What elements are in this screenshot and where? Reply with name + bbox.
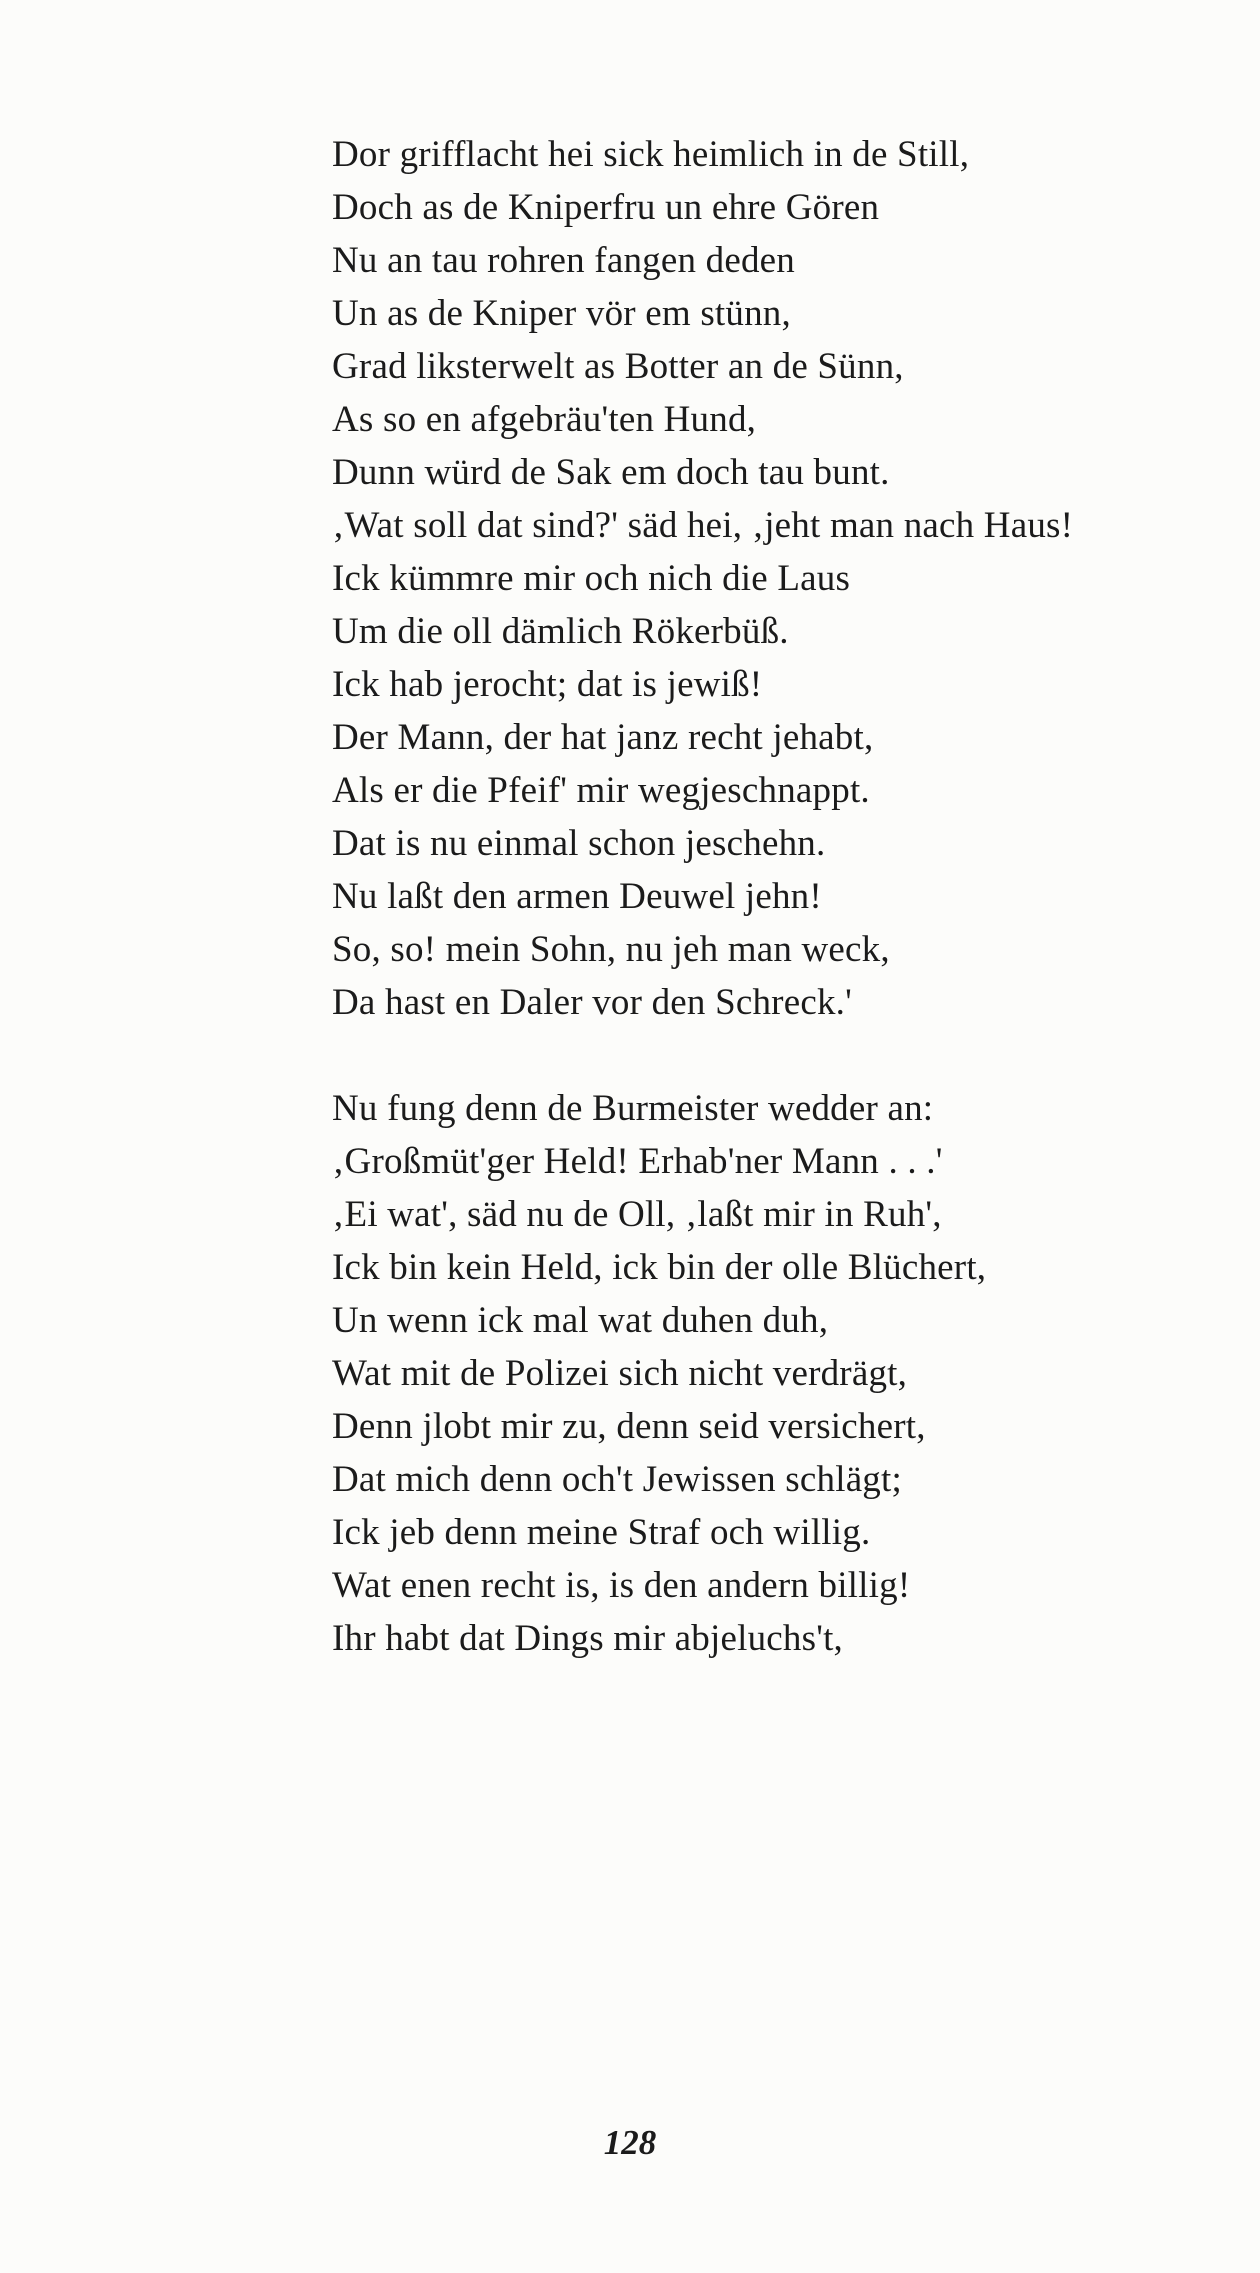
poem-text [332, 128, 1212, 1665]
poem-line: Ick kümmre mir och nich die Laus [332, 558, 851, 599]
poem-line: Wat mit de Polizei sich nicht verdrägt, [332, 1353, 908, 1394]
poem-line: Denn jlobt mir zu, denn seid versichert, [332, 1406, 926, 1447]
poem-line: Da hast en Daler vor den Schreck.' [332, 982, 852, 1023]
poem-line: ‚Ei wat', säd nu de Oll, ‚laßt mir in Ruh', [332, 1194, 942, 1235]
poem-line: Nu fung denn de Burmeister wedder an: [332, 1088, 934, 1129]
poem-line: Dat is nu einmal schon jeschehn. [332, 823, 826, 864]
poem-line: Dat mich denn och't Jewissen schlägt; [332, 1459, 902, 1500]
poem-line: ‚Wat soll dat sind?' säd hei, ‚jeht man nach Haus! [332, 505, 1074, 546]
poem-line: Um die oll dämlich Rökerbüß. [332, 611, 789, 652]
poem-line: Nu laßt den armen Deuwel jehn! [332, 876, 822, 917]
poem-line: Als er die Pfeif' mir wegjeschnappt. [332, 770, 870, 811]
stanza-1 [332, 128, 1212, 1029]
poem-line: Dor grifflacht hei sick heimlich in de Still, [332, 134, 970, 175]
poem-line: Ick bin kein Held, ick bin der olle Blüchert, [332, 1247, 987, 1288]
poem-line: Grad liksterwelt as Botter an de Sünn, [332, 346, 904, 387]
poem-line: Ihr habt dat Dings mir abjeluchs't, [332, 1618, 843, 1659]
poem-line: Wat enen recht is, is den andern billig! [332, 1565, 911, 1606]
poem-line: As so en afgebräu'ten Hund, [332, 399, 757, 440]
poem-line: Dunn würd de Sak em doch tau bunt. [332, 452, 890, 493]
poem-line: Nu an tau rohren fangen deden [332, 240, 795, 281]
poem-line: Un wenn ick mal wat duhen duh, [332, 1300, 829, 1341]
poem-line: Ick jeb denn meine Straf och willig. [332, 1512, 871, 1553]
stanza-2 [332, 1082, 1212, 1665]
poem-line: Der Mann, der hat janz recht jehabt, [332, 717, 874, 758]
poem-line: Doch as de Kniperfru un ehre Gören [332, 187, 880, 228]
poem-line: Ick hab jerocht; dat is jewiß! [332, 664, 763, 705]
page-number: 128 [603, 2123, 657, 2162]
poem-line: So, so! mein Sohn, nu jeh man weck, [332, 929, 890, 970]
poem-line: Un as de Kniper vör em stünn, [332, 293, 791, 334]
poem-line: ‚Großmüt'ger Held! Erhab'ner Mann . . .' [332, 1141, 943, 1182]
